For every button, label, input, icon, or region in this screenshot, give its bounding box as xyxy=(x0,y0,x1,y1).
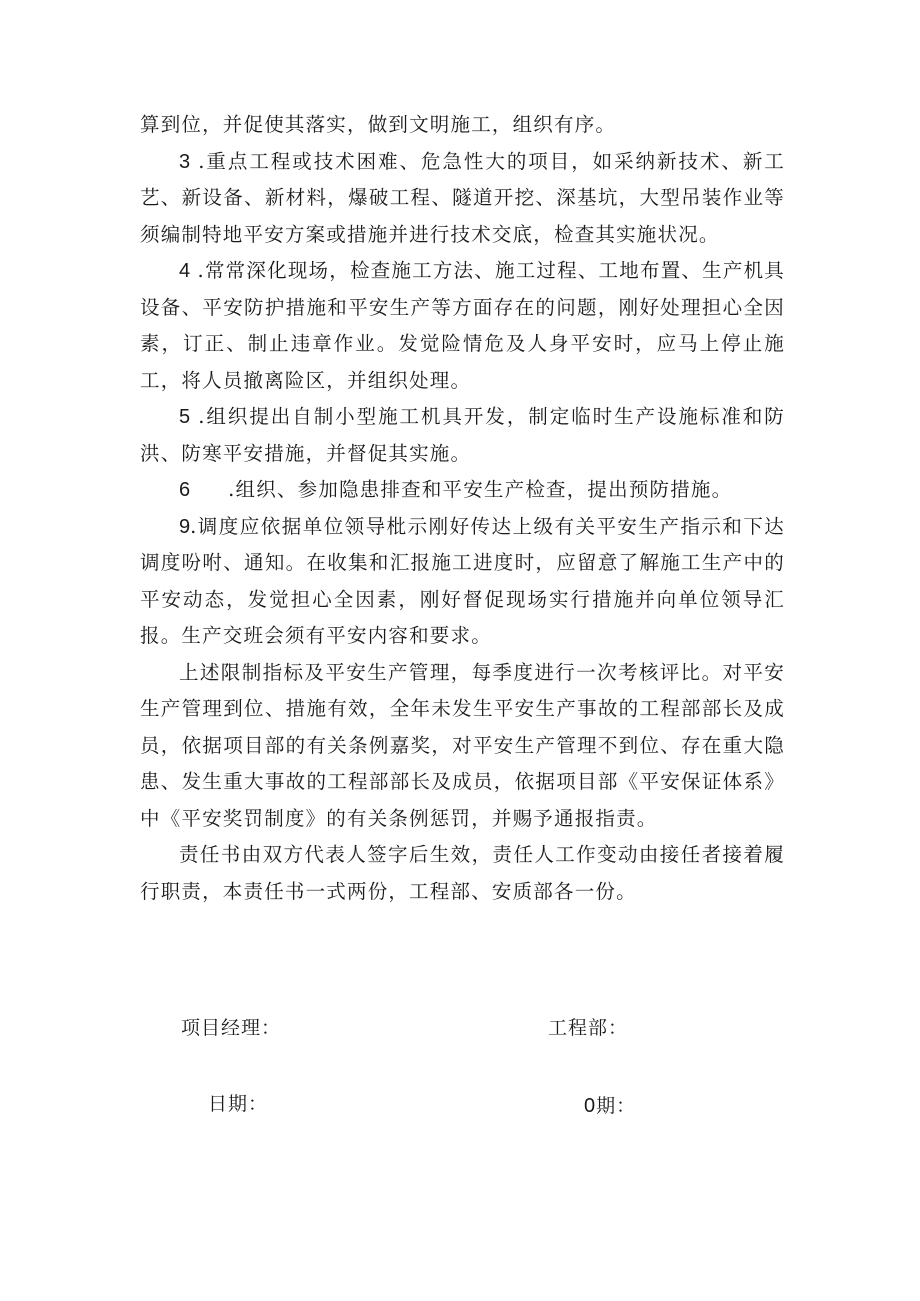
paragraph-text: .调度应依据单位领导枇示刚好传达上级有关平安生产指示和下达调度吩咐、通知。在收集和汇报施工进度时，应留意了解施工生产中的平安动态，发觉担心全因素，刚好督促现场实行措施并向单位领导汇报。生产交班会须有平安内容和要求。 xyxy=(140,514,785,647)
paragraph-text: 上述限制指标及平安生产管理，每季度进行一次考核评比。对平安生产管理到位、措施有效，全年未发生平安生产事故的工程部部长及成员，依据项目部的有关条例嘉奖，对平安生产管理不到位、存在重大隐患、发生重大事故的工程部部长及成员，依据项目部《平安保证体系》中《平安奖罚制度》的有关条例惩罚，并赐予通报指责。 xyxy=(140,660,785,830)
paragraph-text: .组织提出自制小型施工机具开发，制定临时生产设施标准和防洪、防寒平安措施，并督促其实施。 xyxy=(140,405,785,465)
date-left-label: 日期： xyxy=(208,1093,269,1115)
engineering-dept-signature-label: 工程部： xyxy=(548,1017,629,1039)
paragraph-assessment xyxy=(140,655,785,838)
paragraph-item-3 xyxy=(140,144,785,254)
document-body xyxy=(140,107,785,910)
paragraph-item-9 xyxy=(140,509,785,655)
date-right-text: 期： xyxy=(596,1095,637,1117)
item-number: 6 xyxy=(179,479,191,501)
paragraph-item-5 xyxy=(140,399,785,472)
paragraph-item-6 xyxy=(140,472,785,509)
paragraph-effectiveness xyxy=(140,837,785,910)
project-manager-signature-label: 项目经理： xyxy=(181,1017,282,1039)
paragraph-1 xyxy=(140,107,785,144)
paragraph-text: 算到位，并促使其落实，做到文明施工，组织有序。 xyxy=(140,113,617,136)
paragraph-text: 责任书由双方代表人签字后生效，责任人工作变动由接任者接着履行职责，本责任书一式两份，工程部、安质部各一份。 xyxy=(140,843,785,903)
item-number: 9 xyxy=(179,515,191,538)
date-right-label xyxy=(584,1091,636,1118)
paragraph-item-4 xyxy=(140,253,785,399)
item-number: 5 xyxy=(179,406,191,428)
paragraph-text: .常常深化现场，检查施工方法、施工过程、工地布置、生产机具设备、平安防护措施和平安生产等方面存在的问题，刚好处理担心全因素，订正、制止违章作业。发觉险情危及人身平安时，应马上停止施工，将人员撤离险区，并组织处理。 xyxy=(140,259,785,392)
item-number: 4 xyxy=(179,260,191,282)
paragraph-text: .重点工程或技术困难、危急性大的项目，如采纳新技术、新工艺、新设备、新材料，爆破工程、隧道开挖、深基坑，大型吊装作业等须编制特地平安方案或措施并进行技术交底，检查其实施状况。 xyxy=(140,149,785,246)
item-number: 3 xyxy=(179,150,191,173)
paragraph-text: .组织、参加隐患排查和平安生产检查，提出预防措施。 xyxy=(228,478,733,501)
date-right-prefix: 0 xyxy=(584,1095,597,1117)
